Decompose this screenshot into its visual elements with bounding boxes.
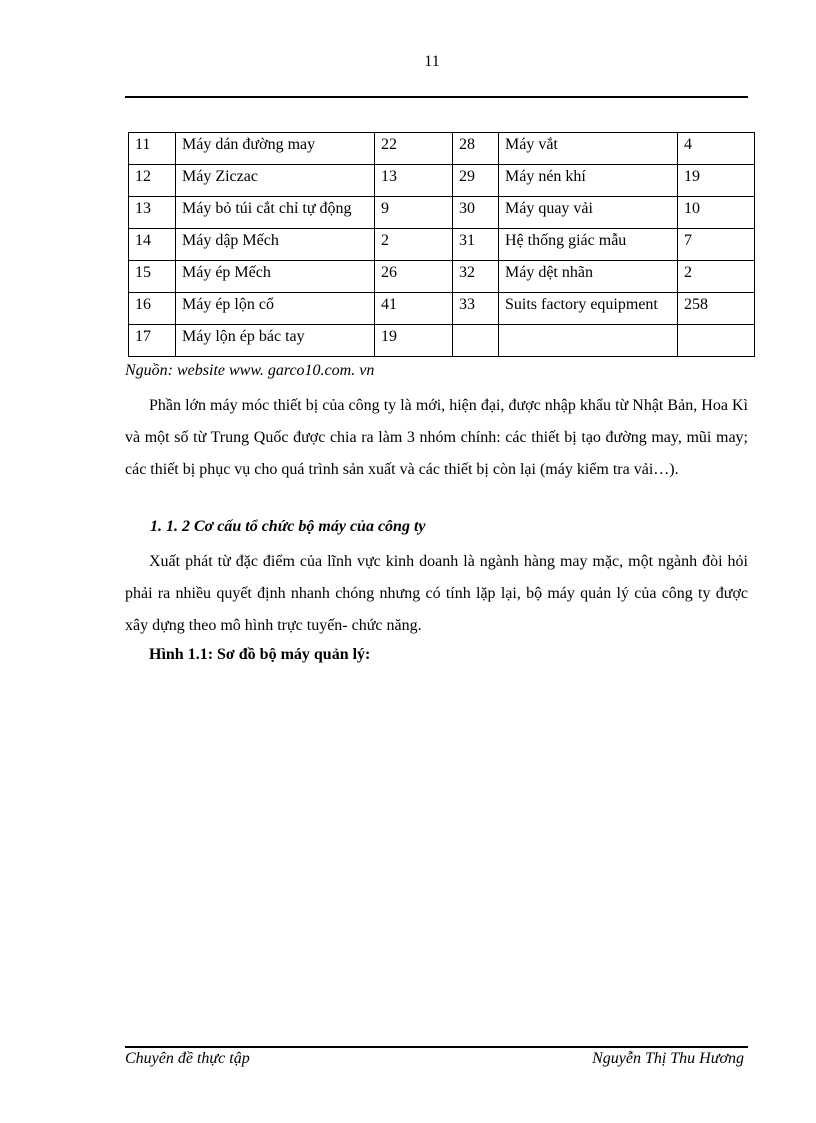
table-cell: 31	[453, 229, 499, 261]
table-cell	[678, 325, 755, 357]
table-cell: Máy lộn ép bác tay	[176, 325, 375, 357]
table-cell: 258	[678, 293, 755, 325]
paragraph-organization: Xuất phát từ đặc điểm của lĩnh vực kinh doanh là ngành hàng may mặc, một ngành đòi hỏi phải ra nhiều quyết định nhanh chóng nhưng có tính lặp lại, bộ máy quản lý của công ty được xây dựng theo mô hình trực tuyến- chức năng.	[125, 553, 748, 634]
table-cell	[499, 325, 678, 357]
table-cell: 16	[129, 293, 176, 325]
table-cell: Hệ thống giác mẫu	[499, 229, 678, 261]
table-row	[129, 261, 755, 293]
table-cell: 2	[678, 261, 755, 293]
footer-author: Nguyễn Thị Thu Hương	[592, 1050, 744, 1067]
table-row	[129, 197, 755, 229]
table-cell: 4	[678, 133, 755, 165]
table-cell: Máy bỏ túi cắt chỉ tự động	[176, 197, 375, 229]
table-cell: Máy ép Mếch	[176, 261, 375, 293]
table-cell: 13	[129, 197, 176, 229]
table-cell: Máy dập Mếch	[176, 229, 375, 261]
equipment-table	[128, 132, 755, 357]
section-heading: 1. 1. 2 Cơ cấu tổ chức bộ máy của công ty	[150, 518, 426, 535]
table-cell: 15	[129, 261, 176, 293]
paragraph-equipment-origin: Phần lớn máy móc thiết bị của công ty là mới, hiện đại, được nhập khẩu từ Nhật Bản, Hoa Kì và một số từ Trung Quốc được chia ra làm 3 nhóm chính: các thiết bị tạo đường may, mũi may; các thiết bị phục vụ cho quá trình sản xuất và các thiết bị còn lại (máy kiểm tra vải…).	[125, 397, 748, 478]
table-row	[129, 133, 755, 165]
table-cell: 28	[453, 133, 499, 165]
table-row	[129, 325, 755, 357]
table-cell: 9	[375, 197, 453, 229]
table-cell: 10	[678, 197, 755, 229]
table-cell	[453, 325, 499, 357]
table-cell: 13	[375, 165, 453, 197]
table-cell: 19	[375, 325, 453, 357]
table-cell: 41	[375, 293, 453, 325]
source-note: Nguồn: website www. garco10.com. vn	[125, 362, 375, 379]
page-number: 11	[424, 53, 440, 70]
header-rule	[125, 96, 748, 98]
table-cell: Máy Ziczac	[176, 165, 375, 197]
table-row	[129, 229, 755, 261]
table-cell: 2	[375, 229, 453, 261]
table-cell: 29	[453, 165, 499, 197]
table-cell: Máy quay vải	[499, 197, 678, 229]
footer-rule	[125, 1046, 748, 1048]
table-row	[129, 293, 755, 325]
table-cell: 12	[129, 165, 176, 197]
table-row	[129, 165, 755, 197]
table-cell: 30	[453, 197, 499, 229]
table-cell: Máy vắt	[499, 133, 678, 165]
table-cell: 19	[678, 165, 755, 197]
table-cell: Máy dệt nhãn	[499, 261, 678, 293]
table-cell: 22	[375, 133, 453, 165]
table-cell: Suits factory equipment	[499, 293, 678, 325]
table-cell: 32	[453, 261, 499, 293]
table-cell: Máy nén khí	[499, 165, 678, 197]
table-cell: 11	[129, 133, 176, 165]
figure-caption: Hình 1.1: Sơ đồ bộ máy quản lý:	[149, 646, 371, 663]
table-cell: 33	[453, 293, 499, 325]
table-cell: Máy dán đường may	[176, 133, 375, 165]
footer-title: Chuyên đề thực tập	[125, 1050, 250, 1067]
table-cell: 7	[678, 229, 755, 261]
table-cell: 17	[129, 325, 176, 357]
table-cell: 26	[375, 261, 453, 293]
table-cell: 14	[129, 229, 176, 261]
table-cell: Máy ép lộn cổ	[176, 293, 375, 325]
